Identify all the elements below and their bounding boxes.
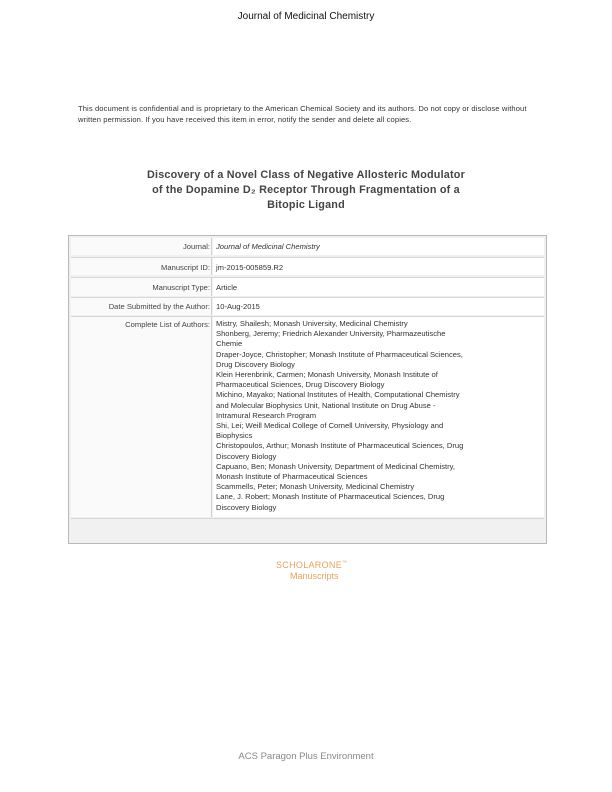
author-line: Pharmaceutical Sciences, Drug Discovery Biology: [216, 380, 385, 390]
author-line: Monash Institute of Pharmaceutical Sciences: [216, 472, 368, 482]
row-manuscript-type: [69, 278, 546, 296]
value-journal: Journal of Medicinal Chemistry: [213, 238, 544, 255]
label-journal: Journal:: [182, 242, 210, 251]
title-line-3: Bitopic Ligand: [267, 199, 345, 211]
page-footer: ACS Paragon Plus Environment: [238, 751, 374, 762]
author-line: Biophysics: [216, 431, 253, 441]
row-manuscript-id: [69, 258, 546, 275]
author-line: Draper-Joyce, Christopher; Monash Institute of Pharmaceutical Sciences,: [216, 349, 463, 359]
title-line-1: Discovery of a Novel Class of Negative Allosteric Modulator: [147, 169, 465, 181]
author-line: Shonberg, Jeremy; Friedrich Alexander University, Pharmazeutische: [216, 329, 446, 339]
row-journal: [69, 238, 546, 255]
author-line: Capuano, Ben; Monash University, Department of Medicinal Chemistry,: [216, 461, 456, 471]
running-header-journal: Journal of Medicinal Chemistry: [237, 11, 375, 22]
author-line: Drug Discovery Biology: [216, 359, 295, 369]
author-line: Lane, J. Robert; Monash Institute of Pharmaceutical Sciences, Drug: [216, 492, 445, 502]
manuscript-metadata-table: [68, 235, 547, 544]
author-line: Scammells, Peter; Monash University, Medicinal Chemistry: [216, 482, 415, 492]
value-manuscript-id: jm-2015-005859.R2: [213, 258, 544, 275]
row-empty: [69, 519, 546, 540]
author-line: Michino, Mayako; National Institutes of Health, Computational Chemistry: [216, 390, 460, 400]
value-date-submitted: 10-Aug-2015: [213, 298, 544, 315]
author-line: and Molecular Biophysics Unit, National Institute on Drug Abuse -: [216, 400, 436, 410]
author-line: Discovery Biology: [216, 502, 277, 512]
logo-line-2: Manuscripts: [290, 571, 339, 581]
author-line: Chemie: [216, 339, 243, 349]
label-date-submitted: Date Submitted by the Author:: [108, 302, 210, 311]
title-line-2: of the Dopamine D₂ Receptor Through Fragmentation of a: [152, 184, 460, 196]
label-authors: Complete List of Authors:: [125, 320, 210, 329]
author-line: Klein Herenbrink, Carmen; Monash University, Monash Institute of: [216, 370, 438, 380]
author-line: Discovery Biology: [216, 451, 277, 461]
label-manuscript-type: Manuscript Type:: [152, 283, 210, 292]
author-line: Mistry, Shailesh; Monash University, Medicinal Chemistry: [216, 319, 408, 328]
manuscript-title: [100, 168, 512, 213]
author-line: Shi, Lei; Weill Medical College of Cornell University, Physiology and: [216, 421, 444, 431]
author-line: Christopoulos, Arthur; Monash Institute of Pharmaceutical Sciences, Drug: [216, 441, 464, 451]
row-date-submitted: [69, 298, 546, 315]
authors-list: [213, 317, 544, 517]
scholarone-logo: [276, 560, 366, 581]
author-line: Intramural Research Program: [216, 410, 317, 420]
value-manuscript-type: Article: [213, 278, 544, 296]
label-manuscript-id: Manuscript ID:: [161, 263, 210, 272]
confidentiality-notice: This document is confidential and is proprietary to the American Chemical Society and its authors. Do not copy or disclose without written permission. If you have received this item in error, notify the sender and delete all copies.: [78, 104, 527, 124]
row-authors: [69, 317, 546, 517]
logo-line-1: SCHOLARONE™: [276, 560, 348, 570]
